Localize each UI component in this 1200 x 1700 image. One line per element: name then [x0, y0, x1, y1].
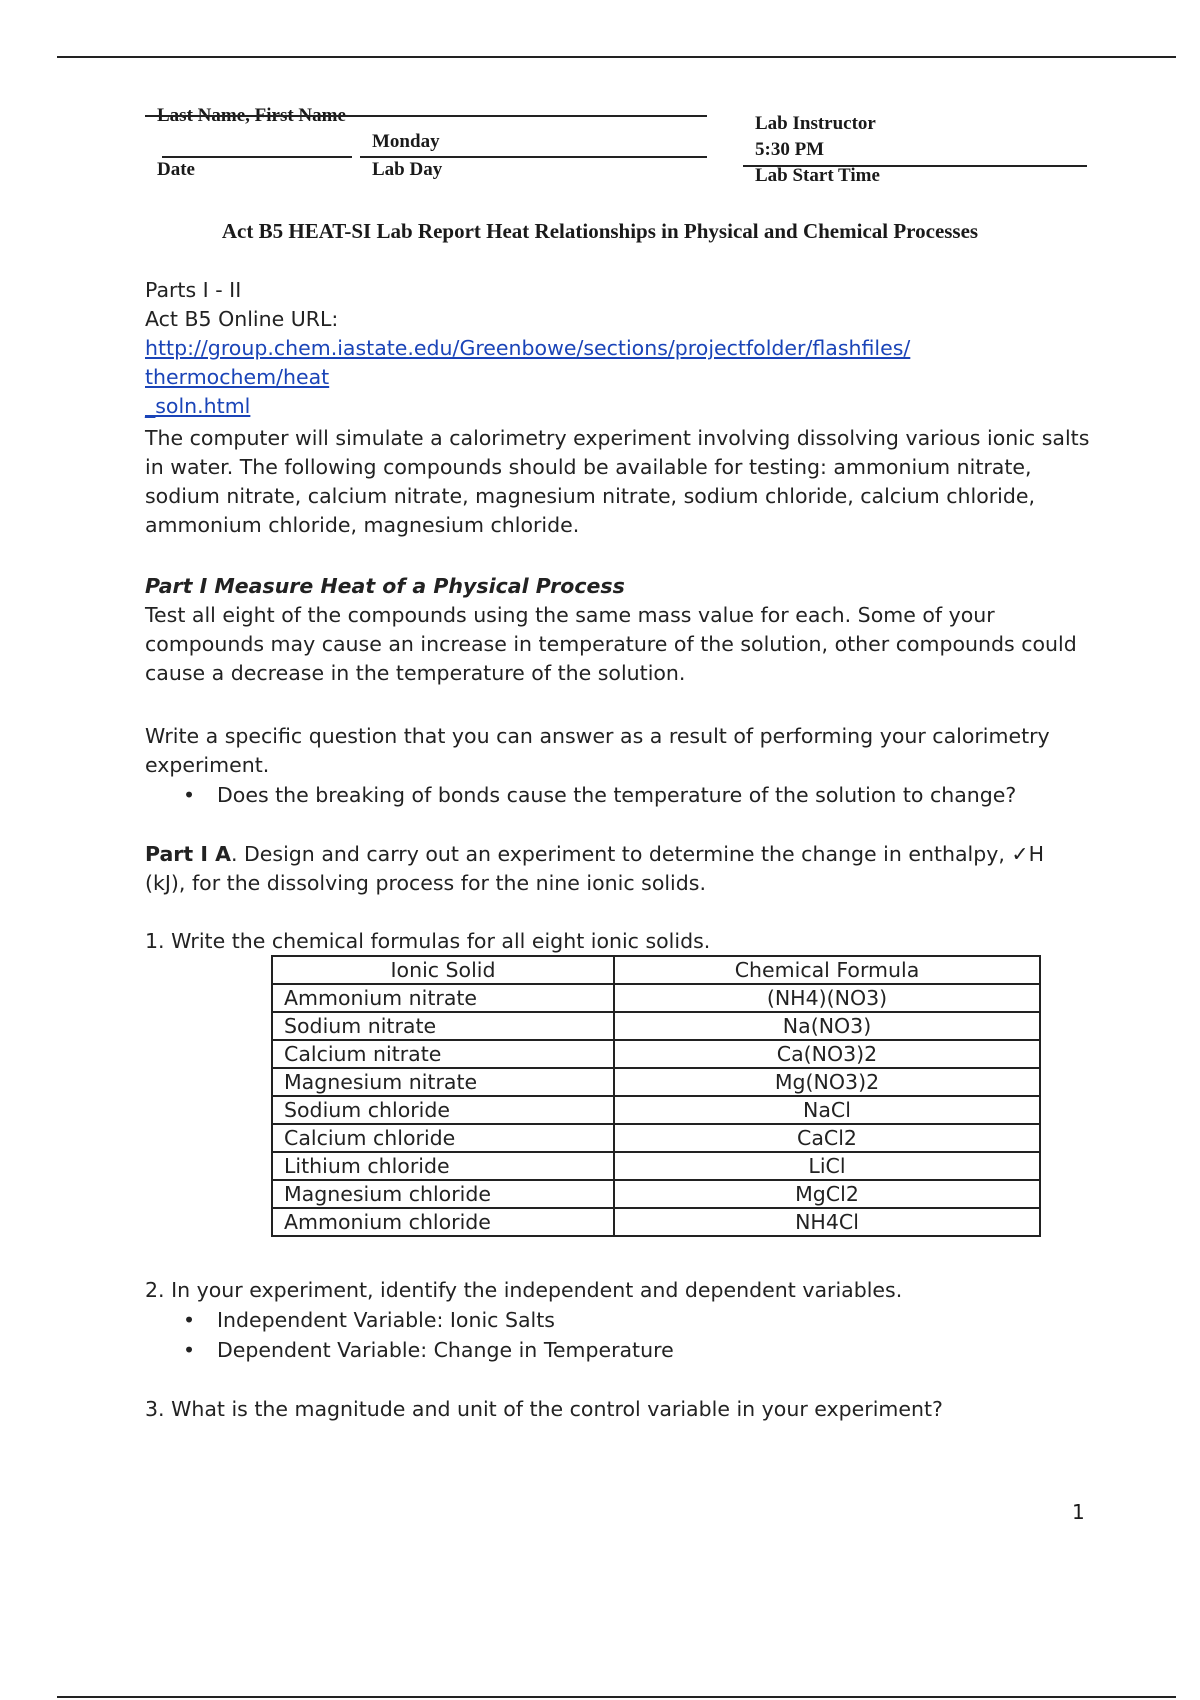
start-time-value: 5:30 PM: [755, 139, 825, 160]
url-label: Act B5 Online URL:: [145, 307, 339, 331]
q2-bullet-independent: • Independent Variable: Ionic Salts: [145, 1305, 1090, 1335]
question-section: [145, 722, 1090, 810]
date-label: Date: [157, 159, 195, 180]
table-row: [272, 1040, 1040, 1068]
ionic-solid-cell: Calcium nitrate: [272, 1040, 614, 1068]
part1-section: [145, 572, 1090, 688]
ionic-solid-cell: Ammonium chloride: [272, 1208, 614, 1236]
table-header-row: [272, 956, 1040, 984]
bottom-rule: [57, 1696, 1176, 1698]
table-row: [272, 1152, 1040, 1180]
part1a-label: Part I A: [145, 842, 231, 866]
formula-cell: Ca(NO3)2: [614, 1040, 1040, 1068]
q2-section: [145, 1276, 1090, 1365]
q2-text: 2. In your experiment, identify the independent and dependent variables.: [145, 1278, 903, 1302]
table-row: [272, 1180, 1040, 1208]
url-link-1[interactable]: http://group.chem.iastate.edu/Greenbowe/sections/projectfolder/flashfiles/: [145, 336, 911, 360]
table-row: [272, 984, 1040, 1012]
ionic-solid-cell: Sodium chloride: [272, 1096, 614, 1124]
header-ionic-solid: Ionic Solid: [272, 956, 614, 984]
name-label: Last Name, First Name: [157, 105, 346, 126]
formula-cell: (NH4)(NO3): [614, 984, 1040, 1012]
url-line: [145, 305, 1090, 363]
formula-cell: MgCl2: [614, 1180, 1040, 1208]
url-link-2[interactable]: thermochem/heat: [145, 365, 330, 389]
ionic-solid-cell: Magnesium nitrate: [272, 1068, 614, 1096]
q1-section: [145, 927, 1090, 956]
formula-cell: NaCl: [614, 1096, 1040, 1124]
url-link-3[interactable]: _soln.html: [145, 394, 251, 418]
page-number: 1: [1072, 1500, 1085, 1524]
question-answer: • Does the breaking of bonds cause the temperature of the solution to change?: [145, 780, 1090, 810]
lab-day-line: [360, 156, 707, 158]
q1-text: 1. Write the chemical formulas for all eight ionic solids.: [145, 929, 711, 953]
lab-day-label: Lab Day: [372, 159, 443, 180]
question-prompt: Write a specific question that you can answer as a result of performing your calorimetry experiment.: [145, 724, 1050, 777]
part1a-section: [145, 840, 1090, 898]
table-row: [272, 1208, 1040, 1236]
lab-day-value: Monday: [372, 131, 440, 152]
start-time-label: Lab Start Time: [755, 165, 880, 186]
q3-text: 3. What is the magnitude and unit of the control variable in your experiment?: [145, 1397, 943, 1421]
instructor-label: Lab Instructor: [755, 113, 876, 134]
ionic-solid-cell: Calcium chloride: [272, 1124, 614, 1152]
formula-cell: CaCl2: [614, 1124, 1040, 1152]
table-row: [272, 1012, 1040, 1040]
formula-cell: NH4Cl: [614, 1208, 1040, 1236]
header-chemical-formula: Chemical Formula: [614, 956, 1040, 984]
top-rule: [57, 56, 1176, 58]
ionic-solid-cell: Magnesium chloride: [272, 1180, 614, 1208]
intro-paragraph: The computer will simulate a calorimetry experiment involving dissolving various ionic salts in water. The following compounds should be available for testing: ammonium nitrate, sodium nitrate, calcium nitrate, magnesium nitrate, sodium chloride, calcium chloride, ammonium chloride, magnesium chloride.: [145, 426, 1090, 537]
intro-paragraph-block: [145, 424, 1090, 540]
name-line: [145, 115, 707, 117]
formula-cell: LiCl: [614, 1152, 1040, 1180]
table-row: [272, 1096, 1040, 1124]
ionic-solids-table: [271, 955, 1041, 1237]
document-title: Act B5 HEAT-SI Lab Report Heat Relationships in Physical and Chemical Processes: [221, 219, 979, 243]
intro-section: [145, 276, 1090, 421]
ionic-solid-cell: Sodium nitrate: [272, 1012, 614, 1040]
parts-label: Parts I - II: [145, 278, 242, 302]
q2-bullet-dependent: • Dependent Variable: Change in Temperature: [145, 1335, 1090, 1365]
ionic-solid-cell: Lithium chloride: [272, 1152, 614, 1180]
date-line: [162, 156, 352, 158]
q3-section: [145, 1395, 1090, 1424]
table-row: [272, 1068, 1040, 1096]
part1-heading: Part I Measure Heat of a Physical Process: [145, 574, 625, 598]
part1-text: Test all eight of the compounds using the same mass value for each. Some of your compounds may cause an increase in temperature of the solution, other compounds could cause a decrease in the temperature of the solution.: [145, 603, 1077, 685]
table-row: [272, 1124, 1040, 1152]
formula-cell: Mg(NO3)2: [614, 1068, 1040, 1096]
ionic-solid-cell: Ammonium nitrate: [272, 984, 614, 1012]
part1a-text: . Design and carry out an experiment to determine the change in enthalpy, ✓H (kJ), for the dissolving process for the nine ionic solids.: [145, 842, 1045, 895]
formula-cell: Na(NO3): [614, 1012, 1040, 1040]
